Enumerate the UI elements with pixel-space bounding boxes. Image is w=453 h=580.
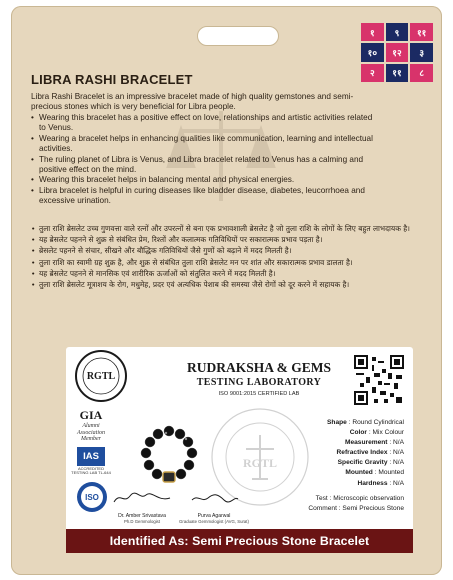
grid-cell: १० [361,43,384,61]
ias-caption: ACCREDITED TESTING LAB TL-644 [71,465,111,476]
spec-label: Refractive Index [336,449,388,457]
spec-row: Shape : Round Cylindrical [327,419,404,426]
signature-block [178,490,250,524]
grid-cell: ९ [386,23,409,41]
grid-cell: ११ [386,64,409,82]
spec-value: N/A [393,479,404,487]
list-item: • Libra bracelet is helpful in curing diseases like bladder disease, diabetes, leucorrhoea and excessive urination. [31,186,376,207]
spec-value: N/A [393,449,404,457]
spec-label: Measurement [344,439,388,447]
signature-block [106,490,178,524]
iso-badge-text: ISO [85,492,99,502]
spec-value: Mix Colour [372,429,404,437]
hindi-benefits-list [31,223,441,290]
grid-cell: १२ [386,43,409,61]
spec-value: N/A [393,459,404,467]
list-item: • The ruling planet of Libra is Venus, and Libra bracelet related to Venus has a calming and positive effect on the mind. [31,155,376,176]
spec-row: Refractive Index : N/A [336,449,404,457]
list-item: • यह ब्रेसलेट पहनने से शुक्र से संबंधित प्रेम, रिश्तों और कलात्मक गतिविधियों पर सकारात्मक प्रभाव पड़ता है। [31,234,441,245]
iso-badge-icon [74,480,110,514]
spec-row: Specific Gravity : N/A [337,459,404,467]
spec-row: Hardness : N/A [357,479,404,487]
list-item: • ब्रेसलेट पहनने से संचार, सीखने और बौद्धिक गतिविधियों जैसे गुणों को बढ़ाने में मदद मिलती है। [31,245,441,256]
test-label: Test [315,495,328,502]
lab-iso-certification: ISO 9001:2015 CERTIFIED LAB [218,391,300,397]
lab-certificate [66,347,413,553]
hang-hole [197,26,279,46]
spec-row: Color : Mix Colour [349,429,404,437]
watermark-text: RGTL [242,456,278,470]
list-item: • Wearing this bracelet helps in balancing mental and physical energies. [31,175,376,185]
signatory-role: Graduate Gemmologist (AVG, Surat) [179,519,249,524]
grid-cell: ८ [410,64,433,82]
signature-scribble [178,490,250,506]
test-row: Test : Microscopic observation [315,495,404,502]
qr-code-icon[interactable] [354,355,404,405]
intro-paragraph: Libra Rashi Bracelet is an impressive bracelet made of high quality gemstones and semi-precious stones which is very beneficial for Libra people. [31,92,354,112]
spec-label: Color [349,429,367,437]
spec-value: N/A [393,439,404,447]
list-item: • तुला राशि ब्रेसलेट उच्च गुणवत्ता वाले रत्नों और उपरत्नों से बना एक प्रभावशाली ब्रेसलेट है जो तुला राशि के लोगों के लिए बहुत लाभदायक है। [31,223,441,234]
test-row: Comment : Semi Precious Stone [308,505,404,513]
list-item: • तुला राशि का स्वामी ग्रह शुक्र है, और शुक्र से संबंधित तुला राशि ब्रेसलेट मन पर शांत और सकारात्मक प्रभाव डालता है। [31,257,441,268]
page-title: LIBRA RASHI BRACELET [31,72,193,87]
test-results [254,494,404,514]
grid-cell: १ [361,23,384,41]
grid-cell: २ [361,64,384,82]
signatory-name: Dr. Amber Srivastava [118,513,166,519]
gia-logo: GIA [79,408,103,422]
test-label: Comment [308,505,337,513]
grid-cell: ११ [410,23,433,41]
spec-value: Mounted [378,469,404,477]
spec-label: Shape [327,419,347,426]
spec-label: Hardness [357,479,388,487]
english-benefits-list [31,113,376,207]
signatory-role: Ph.D Gemmologist [123,519,161,524]
ias-logo: IAS [77,447,105,466]
spec-row: Mounted : Mounted [345,469,404,477]
rashi-number-grid [361,23,433,82]
grid-cell: ३ [410,43,433,61]
lab-seal-icon [74,349,128,403]
identification-banner: Identified As: Semi Precious Stone Bracelet [66,529,413,553]
signature-scribble [106,490,178,506]
list-item: • Wearing this bracelet has a positive effect on love, relationships and artistic activities related to Venus. [31,113,376,134]
lab-name: RUDRAKSHA & GEMS [186,360,331,375]
bracelet-image [136,424,202,486]
lab-subtitle: TESTING LABORATORY [196,377,322,388]
specs-table [284,418,404,489]
list-item: • यह ब्रेसलेट पहनने से मानसिक एवं शारीरिक ऊर्जाओं को संतुलित करने में मदद मिलती है। [31,268,441,279]
gia-caption: Alumni Association Member [77,423,105,443]
list-item: • तुला राशि ब्रेसलेट मूत्राशय के रोग, मधुमेह, प्रदर एवं अत्यधिक पेशाब की समस्या जैसे रोगों को दूर करने में सहायक है। [31,279,441,290]
spec-row: Measurement : N/A [344,439,404,447]
test-value: Semi Precious Stone [342,505,404,513]
spec-value: Round Cylindrical [352,419,404,426]
spec-label: Mounted [345,469,373,477]
spec-label: Specific Gravity [337,459,388,467]
test-value: Microscopic observation [333,495,404,502]
signatory-name: Purva Agarwal [197,513,231,519]
product-card [11,6,442,575]
seal-text: RGTL [86,371,116,382]
list-item: • Wearing a bracelet helps in enhancing qualities like communication, learning and intellectual activities. [31,134,376,155]
